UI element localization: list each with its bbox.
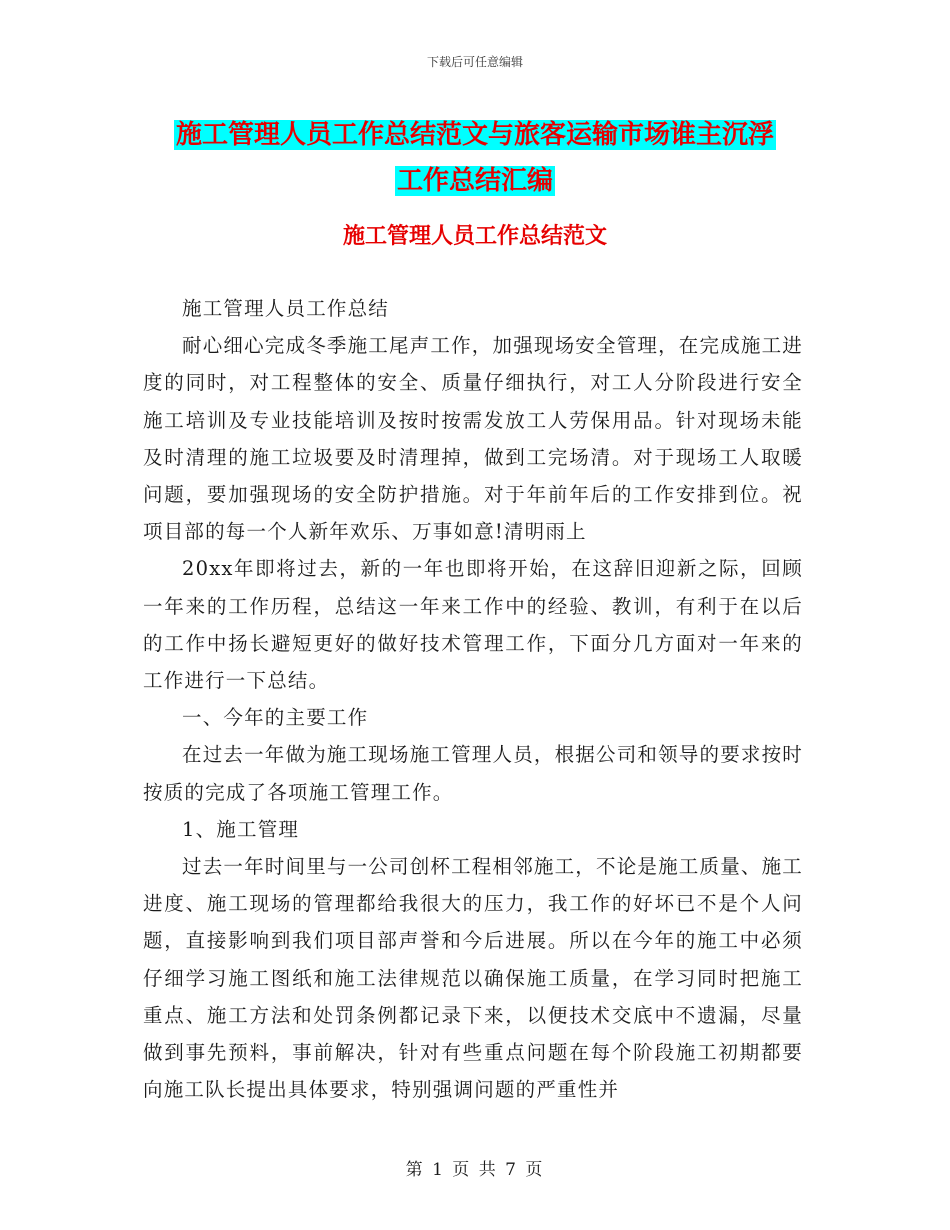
document-title: [140, 112, 810, 204]
paragraph: 耐心细心完成冬季施工尾声工作，加强现场安全管理，在完成施工进度的同时，对工程整体的安全、质量仔细执行，对工人分阶段进行安全施工培训及专业技能培训及按时按需发放工人劳保用品。针对现场未能及时清理的施工垃圾要及时清理掉，做到工完场清。对于现场工人取暖问题，要加强现场的安全防护措施。对于年前年后的工作安排到位。祝项目部的每一个人新年欢乐、万事如意!清明雨上: [143, 334, 804, 544]
document-title-line-1: 施工管理人员工作总结范文与旅客运输市场谁主沉浮: [175, 120, 774, 150]
page-number: 第 1 页 共 7 页: [405, 1160, 545, 1180]
paragraph: 在过去一年做为施工现场施工管理人员，根据公司和领导的要求按时按质的完成了各项施工管理工作。: [143, 743, 804, 804]
paragraph: 过去一年时间里与一公司创杯工程相邻施工，不论是施工质量、施工进度、施工现场的管理都给我很大的压力，我工作的好坏已不是个人问题，直接影响到我们项目部声誉和今后进展。所以在今年的施工中必须仔细学习施工图纸和施工法律规范以确保施工质量，在学习同时把施工重点、施工方法和处罚条例都记录下来，以便技术交底中不遗漏，尽量做到事先预料，事前解决，针对有些重点问题在每个阶段施工初期都要向施工队长提出具体要求，特别强调问题的严重性并: [143, 855, 804, 1102]
paragraph: 施工管理人员工作总结: [182, 297, 390, 320]
paragraph: 20xx年即将过去，新的一年也即将开始，在这辞旧迎新之际，回顾一年来的工作历程，总结这一年来工作中的经验、教训，有利于在以后的工作中扬长避短更好的做好技术管理工作，下面分几方面对一年来的工作进行一下总结。: [143, 557, 803, 693]
paragraph: 一、今年的主要工作: [182, 706, 369, 730]
document-title-line-2: 工作总结汇编: [396, 166, 553, 196]
header-note: 下载后可任意编辑: [426, 55, 523, 69]
document-body: [143, 290, 803, 1108]
paragraph: 1、施工管理: [182, 817, 300, 841]
section-title: 施工管理人员工作总结范文: [342, 223, 607, 249]
